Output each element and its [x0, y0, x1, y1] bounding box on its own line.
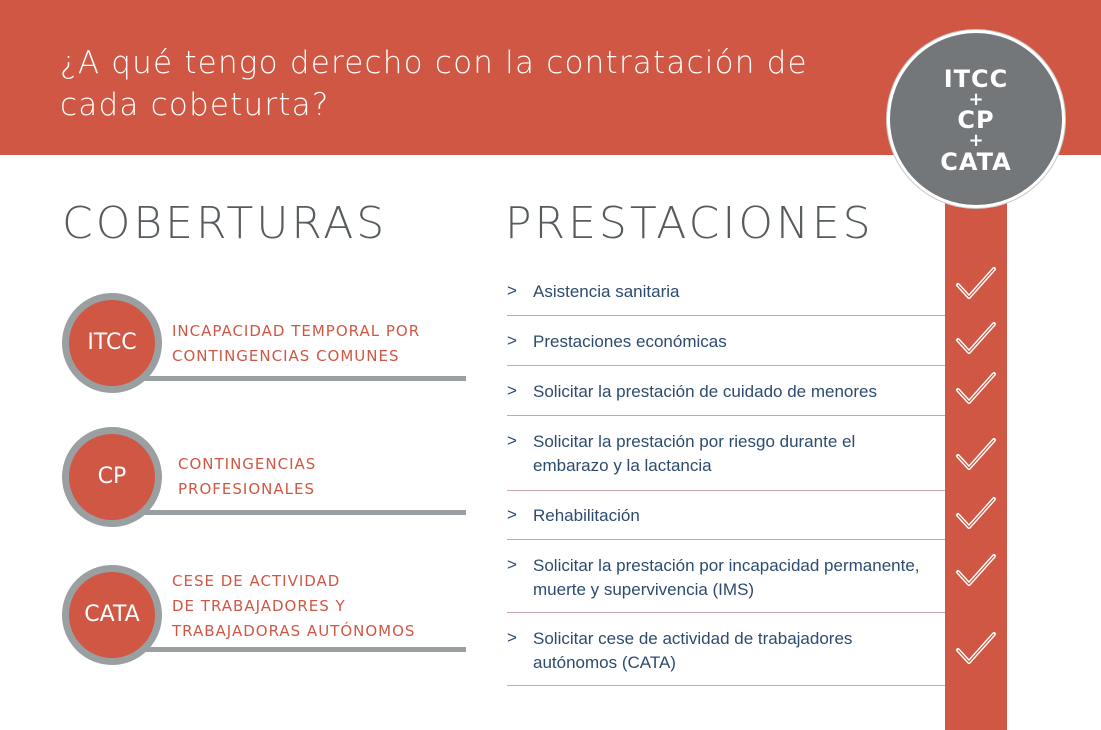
arrow-icon: >	[507, 381, 517, 400]
coverage-divider	[112, 376, 466, 381]
benefit-text	[533, 627, 938, 675]
check-icon	[955, 495, 997, 533]
coverage-circle: CP	[62, 427, 162, 527]
coverage-description-line: CONTINGENCIAS	[178, 455, 317, 473]
coverage-description-line: PROFESIONALES	[178, 480, 315, 498]
badge-itcc: ITCC	[943, 65, 1009, 93]
benefit-text	[533, 380, 938, 404]
coverage-combo-badge	[887, 30, 1065, 208]
benefit-text	[533, 554, 938, 602]
benefit-row	[507, 416, 945, 491]
arrow-icon: >	[507, 331, 517, 350]
arrow-icon: >	[507, 281, 517, 300]
benefit-row	[507, 316, 945, 366]
benefit-text-line: Solicitar la prestación de cuidado de menores	[533, 382, 877, 401]
coverage-description-line: TRABAJADORAS AUTÓNOMOS	[172, 622, 416, 640]
arrow-icon: >	[507, 628, 517, 647]
coverages-heading: COBERTURAS	[62, 198, 388, 249]
benefit-row	[507, 540, 945, 613]
check-icon	[955, 436, 997, 474]
benefit-row	[507, 366, 945, 416]
benefit-text-line: Solicitar la prestación por incapacidad permanente,	[533, 556, 920, 575]
coverage-divider	[112, 510, 466, 515]
coverage-divider	[112, 647, 466, 652]
benefit-text-line: Prestaciones económicas	[533, 332, 727, 351]
coverage-description	[172, 319, 420, 369]
page-title-line-2: cada cobeturta?	[60, 87, 330, 123]
benefit-text	[533, 330, 938, 354]
badge-plus-1: +	[968, 89, 984, 110]
check-icon	[955, 320, 997, 358]
benefit-row	[507, 266, 945, 316]
coverage-description	[178, 452, 316, 502]
benefit-text-line: autónomos (CATA)	[533, 653, 676, 672]
coverage-description-line: CESE DE ACTIVIDAD	[172, 572, 341, 590]
arrow-icon: >	[507, 555, 517, 574]
coverage-description-line: CONTINGENCIAS COMUNES	[172, 347, 400, 365]
coverage-description-line: DE TRABAJADORES Y	[172, 597, 346, 615]
benefit-text	[533, 430, 938, 478]
benefit-text-line: Asistencia sanitaria	[533, 282, 680, 301]
badge-cata: CATA	[940, 148, 1012, 176]
check-icon	[955, 370, 997, 408]
coverage-description-line: INCAPACIDAD TEMPORAL POR	[172, 322, 421, 340]
benefit-text-line: Solicitar la prestación por riesgo durante el	[533, 432, 856, 451]
benefit-text	[533, 504, 938, 528]
page-title-line-1: ¿A qué tengo derecho con la contratación de	[60, 45, 808, 81]
benefit-row	[507, 491, 945, 540]
benefit-text	[533, 280, 938, 304]
benefit-row	[507, 613, 945, 686]
benefit-text-line: Rehabilitación	[533, 506, 640, 525]
benefit-text-line: muerte y supervivencia (IMS)	[533, 580, 755, 599]
check-icon	[955, 552, 997, 590]
page-title	[60, 42, 880, 126]
benefits-heading: PRESTACIONES	[505, 198, 874, 249]
badge-cp: CP	[957, 106, 995, 134]
coverage-circle: CATA	[62, 565, 162, 665]
benefit-text-line: Solicitar cese de actividad de trabajadores	[533, 629, 853, 648]
coverage-circle: ITCC	[62, 293, 162, 393]
badge-plus-2: +	[968, 130, 984, 151]
check-icon	[955, 265, 997, 303]
coverage-description	[172, 569, 415, 644]
arrow-icon: >	[507, 505, 517, 524]
check-icon	[955, 630, 997, 668]
arrow-icon: >	[507, 431, 517, 450]
benefit-text-line: embarazo y la lactancia	[533, 456, 712, 475]
